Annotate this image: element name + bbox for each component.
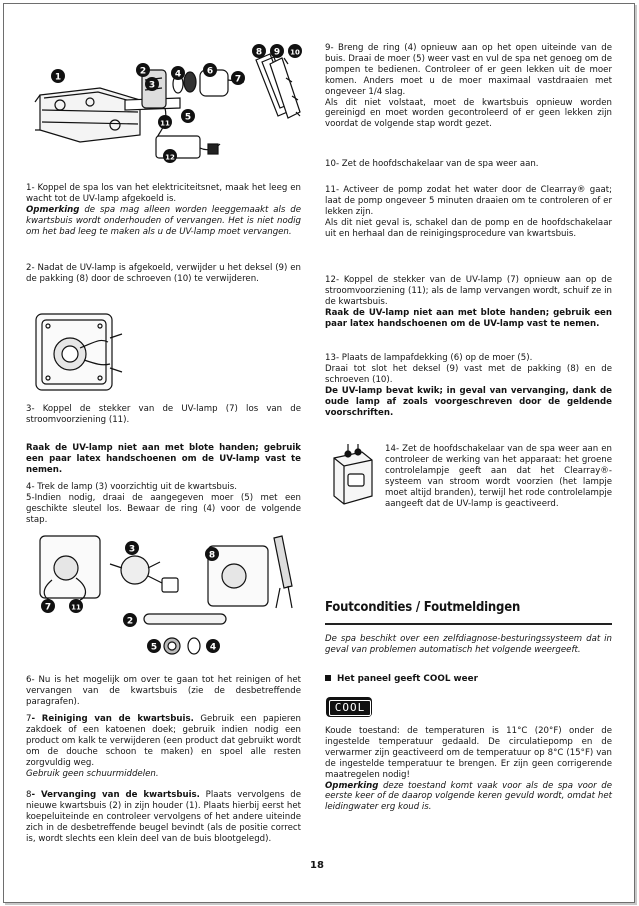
panel-heading: Het paneel geeft COOL weer	[325, 674, 612, 685]
callout-2b: 2	[126, 616, 134, 627]
callout-2: 2	[139, 66, 147, 77]
control-unit-figure	[328, 444, 378, 510]
section-title: Foutcondities / Foutmeldingen	[325, 600, 521, 615]
step-14: 14- Zet de hoofdschakelaar van de spa weer aan en controleer de werking van het apparaat: het groene controlelampje geeft aan dat het Clearray®-systeem van stroom wordt voorzien (het lampje moet altijd branden), terwijl het rode controlelampje aangeeft dat de UV-lamp is geactiveerd.	[385, 444, 612, 509]
exploded-view-figure	[30, 40, 310, 175]
warning-gloves-1: Raak de UV-lamp niet aan met blote handen; gebruik een paar latex handschoenen om de UV-lamp vast te nemen.	[26, 443, 301, 475]
step-9: 9- Breng de ring (4) opnieuw aan op het open uiteinde van de buis. Draai de moer (5) weer vast en vul de spa net genoeg om de pompen te bedienen. Controleer of er geen lekken uit de moer komen. Anders moet u de moer maximaal vastdraaien met ongeveer 1/4 slag. Als dit niet volstaat, moet de kwartsbuis opnieuw worden gereinigd en moet worden gecontroleerd of er geen lekken zijn voordat de volgende stap wordt gezet.	[325, 43, 612, 130]
callout-3: 3	[148, 80, 156, 91]
callout-11: 11	[160, 119, 170, 128]
lamp-removal-figure	[30, 528, 305, 663]
callout-8: 8	[255, 47, 263, 58]
step-13: 13- Plaats de lampafdekking (6) op de moer (5). Draai tot slot het deksel (9) vast met de pakking (8) en de schroeven (10). De UV-lamp bevat kwik; in geval van vervanging, dank de oude lamp af zoals voorgeschreven door de geldende voorschriften.	[325, 353, 612, 418]
cool-display	[326, 697, 372, 717]
cool-display-text: COOL	[329, 700, 371, 716]
page-number: 18	[310, 860, 324, 871]
step-3: 3- Koppel de stekker van de UV-lamp (7) los van de stroomvoorziening (11).	[26, 404, 301, 425]
callout-4: 4	[174, 69, 182, 80]
callout-7b: 7	[44, 602, 52, 613]
step-8: 8- Vervanging van de kwartsbuis. Plaats vervolgens de nieuwe kwartsbuis (2) in zijn houder (1). Plaats hierbij eerst het koepeluiteinde en controleer vervolgens of het andere uiteinde zich in de desbetreffende beugel bevindt (als de positie correct is, wordt slechts een klein deel van de buis blootgelegd).	[26, 790, 301, 844]
callout-12: 12	[165, 153, 175, 162]
callout-8b: 8	[208, 550, 216, 561]
cold-condition: Koude toestand: de temperaturen is 11°C (20°F) onder de ingestelde temperatuur gedaald. De circulatiepomp en de verwarmer zijn geactiveerd om de temperatuur op 8°C (15°F) van de ingestelde temperatuur te brengen. Er zijn geen corrigerende maatregelen nodig! Opmerking deze toestand komt vaak voor als de spa voor de eerste keer of de daarop volgende keren gevuld wordt, omdat het leidingwater erg koud is.	[325, 726, 612, 813]
step-2: 2- Nadat de UV-lamp is afgekoeld, verwijder u het deksel (9) en de pakking (8) door de schroeven (10) te verwijderen.	[26, 263, 301, 284]
callout-3b: 3	[128, 544, 136, 555]
step-4-5: 4- Trek de lamp (3) voorzichtig uit de kwartsbuis. 5-Indien nodig, draai de aangegeven moer (5) met een geschikte sleutel los. Bewaar de ring (4) voor de volgende stap.	[26, 482, 301, 525]
callout-5b: 5	[150, 642, 158, 653]
callout-7: 7	[234, 74, 242, 85]
callout-1: 1	[54, 72, 62, 83]
callout-6: 6	[206, 66, 214, 77]
step-1: 1- Koppel de spa los van het elektriciteitsnet, maak het leeg en wacht tot de UV-lamp afgekoeld is. Opmerking de spa mag alleen worden leeggemaakt als de kwartsbuis wordt onderhouden of vervangen. Het is niet nodig om het bad leeg te maken als u de UV-lamp moet vervangen.	[26, 183, 301, 237]
callout-5: 5	[184, 112, 192, 123]
step-12: 12- Koppel de stekker van de UV-lamp (7) opnieuw aan op de stroomvoorziening (11); als de lamp vervangen wordt, schuif ze in de kwartsbuis. Raak de UV-lamp niet aan met blote handen; gebruik een paar latex handschoenen om de UV-lamp vast te nemen.	[325, 275, 612, 329]
step-11: 11- Activeer de pomp zodat het water door de Clearray® gaat; laat de pomp ongeveer 5 minuten draaien om te controleren of er lekken zijn. Als dit niet geval is, schakel dan de pomp en de hoofdschakelaar uit en herhaal dan de reinigingsprocedure van kwartsbuis.	[325, 185, 612, 239]
callout-4b: 4	[209, 642, 217, 653]
section-intro: De spa beschikt over een zelfdiagnose-besturingssysteem dat in geval van problemen automatisch het volgende weergeeft.	[325, 634, 612, 655]
callout-11b: 11	[71, 603, 81, 612]
callout-10: 10	[290, 48, 300, 57]
step-7: 7- Reiniging van de kwartsbuis. Gebruik een papieren zakdoek of een katoenen doek; gebruik indien nodig een product om kalk te verwijderen (een product dat gebruikt wordt om de douche schoon te maken) en spoel alle resten zorgvuldig weg. Gebruik geen schuurmiddelen.	[26, 714, 301, 779]
callout-9: 9	[273, 47, 281, 58]
cover-removed-figure	[30, 308, 125, 396]
step-6: 6- Nu is het mogelijk om over te gaan tot het reinigen of het vervangen van de kwartsbuis (zie de desbetreffende paragrafen).	[26, 675, 301, 707]
step-10: 10- Zet de hoofdschakelaar van de spa weer aan.	[325, 159, 539, 169]
section-rule	[325, 623, 612, 625]
square-bullet-icon	[325, 675, 331, 681]
